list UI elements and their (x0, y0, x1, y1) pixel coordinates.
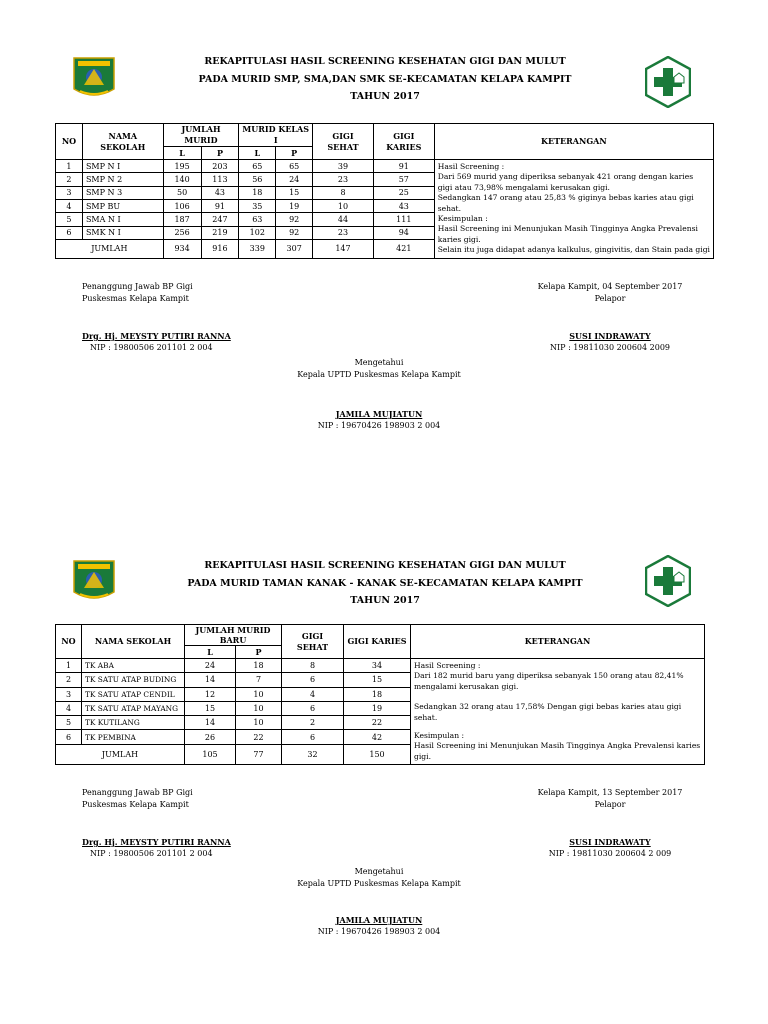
signature-center-name: JAMILA MUJIATUN NIP : 19670426 198903 2 004 (317, 409, 441, 430)
col-jumlah-murid: JUMLAH MURID (163, 124, 239, 147)
puskesmas-logo-icon (645, 555, 691, 607)
signature-right-name: SUSI INDRAWATY NIP : 19811030 200604 2009 (549, 331, 671, 352)
signature-left: Penanggung Jawab BP Gigi Puskesmas Kelapa Kampit (82, 282, 193, 303)
signature-right-name: SUSI INDRAWATY NIP : 19811030 200604 2 009 (548, 837, 672, 858)
table-row: 5 SMA N I 187 247 63 92 44 111 (56, 213, 714, 226)
col-keterangan: KETERANGAN (434, 124, 713, 160)
screening-table (55, 624, 705, 765)
table-row: 4 SMP BU 106 91 35 19 10 43 (56, 200, 714, 213)
report-title: REKAPITULASI HASIL SCREENING KESEHATAN GIGI DAN MULUT PADA MURID TAMAN KANAK - KANAK SE-KECAMATAN KELAPA KAMPIT TAHUN 2017 (187, 560, 583, 606)
col-p: P (236, 646, 282, 659)
col-gigi-karies: GIGI KARIES (344, 625, 411, 659)
signature-right: Kelapa Kampit, 04 September 2017 Pelapor (537, 282, 683, 303)
keterangan-cell: Hasil Screening : Dari 569 murid yang diperiksa sebanyak 421 orang dengan karies gigi atau 73,98% mengalami kerusakan gigi. Sedangkan 147 orang atau 25,83 % giginya bebas karies atau gigi sehat. Kesimpulan : Hasil Screening ini Menunjukan Masih Tingginya Angka Prevalensi karies gigi. Selain itu juga didapat adanya kalkulus, gingivitis, dan Stain pada gigi (434, 160, 713, 259)
col-nama-sekolah: NAMA SEKOLAH (82, 124, 163, 160)
col-nama-sekolah: NAMA SEKOLAH (82, 625, 185, 659)
col-gigi-sehat: GIGI SEHAT (282, 625, 344, 659)
table-row: 3 SMP N 3 50 43 18 15 8 25 (56, 186, 714, 199)
col-l: L (185, 646, 236, 659)
report-title: REKAPITULASI HASIL SCREENING KESEHATAN GIGI DAN MULUT PADA MURID SMP, SMA,DAN SMK SE-KECAMATAN KELAPA KAMPIT TAHUN 2017 (198, 56, 572, 102)
table-row: 6 SMK N I 256 219 102 92 23 94 (56, 226, 714, 239)
total-row: JUMLAH 105 77 32 150 (56, 744, 705, 764)
table-row: 2 TK SATU ATAP BUDING 14 7 6 15 (56, 673, 705, 687)
table-row: 1 SMP N I 195 203 65 65 39 91 Hasil Screening : Dari 569 murid yang diperiksa sebanyak 421 orang dengan karies gigi atau 73,98% mengalami kerusakan gigi. Sedangkan 147 orang atau 25,83 % giginya bebas karies atau gigi sehat. Kesimpulan : Hasil Screening ini Menunjukan Masih Tingginya Angka Prevalensi karies gigi. Selain itu juga didapat adanya kalkulus, gingivitis, dan Stain pada gigi (56, 160, 714, 173)
total-row: JUMLAH 934 916 339 307 147 421 (56, 240, 714, 259)
signature-right: Kelapa Kampit, 13 September 2017 Pelapor (537, 788, 683, 809)
table-row: 3 TK SATU ATAP CENDIL 12 10 4 18 (56, 687, 705, 701)
col-l: L (163, 147, 201, 160)
table-row: 1 TK ABA 24 18 8 34 Hasil Screening : Dari 182 murid baru yang diperiksa sebanyak 150 orang atau 82,41% mengalami kerusakan gigi. Sedangkan 32 orang atau 17,58% Dengan gigi bebas karies atau gigi sehat. Kesimpulan : Hasil Screening ini Menunjukan Masih Tingginya Angka Prevalensi karies gigi. (56, 659, 705, 673)
col-no: NO (56, 625, 82, 659)
col-no: NO (56, 124, 83, 160)
signature-center: Mengetahui Kepala UPTD Puskesmas Kelapa Kampit (297, 358, 461, 379)
keterangan-cell: Hasil Screening : Dari 182 murid baru yang diperiksa sebanyak 150 orang atau 82,41% mengalami kerusakan gigi. Sedangkan 32 orang atau 17,58% Dengan gigi bebas karies atau gigi sehat. Kesimpulan : Hasil Screening ini Menunjukan Masih Tingginya Angka Prevalensi karies gigi. (411, 659, 705, 765)
col-keterangan: KETERANGAN (411, 625, 705, 659)
table-row: 6 TK PEMBINA 26 22 6 42 (56, 730, 705, 744)
table-row: 2 SMP N 2 140 113 56 24 23 57 (56, 173, 714, 186)
table-row: 5 TK KUTILANG 14 10 2 22 (56, 716, 705, 730)
table-row: 4 TK SATU ATAP MAYANG 15 10 6 19 (56, 701, 705, 715)
signature-left: Penanggung Jawab BP Gigi Puskesmas Kelapa Kampit (82, 788, 193, 809)
col-p: P (201, 147, 239, 160)
col-murid-kelas: MURID KELAS I (239, 124, 313, 147)
col-gigi-sehat: GIGI SEHAT (313, 124, 374, 160)
signature-left-name: Drg. Hj. MEYSTY PUTIRI RANNA NIP : 19800506 201101 2 004 (82, 837, 231, 858)
signature-left-name: Drg. Hj. MEYSTY PUTIRI RANNA NIP : 19800506 201101 2 004 (82, 331, 231, 352)
signature-center-name: JAMILA MUJIATUN NIP : 19670426 198903 2 004 (317, 915, 441, 936)
col-jumlah-murid-baru: JUMLAH MURID BARU (185, 625, 282, 646)
col-p: P (276, 147, 313, 160)
col-gigi-karies: GIGI KARIES (373, 124, 434, 160)
signature-center: Mengetahui Kepala UPTD Puskesmas Kelapa Kampit (297, 867, 461, 888)
col-l: L (239, 147, 276, 160)
regency-emblem-icon (72, 558, 116, 604)
